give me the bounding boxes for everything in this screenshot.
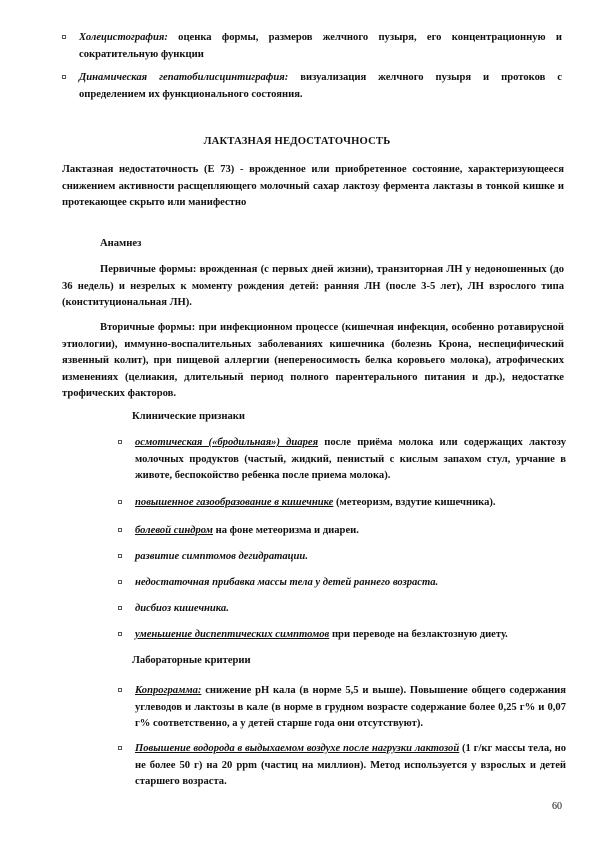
item-emphasis: дисбиоз кишечника. — [135, 603, 229, 614]
bullet-icon — [118, 746, 122, 750]
item-text: на фоне метеоризма и диареи. — [215, 525, 359, 536]
page-number: 60 — [552, 801, 562, 812]
primary-forms-paragraph: Первичные формы: врожденная (с первых дней жизни), транзиторная ЛН у недоношенных (до 36 недель) и незрелых к моменту рождения детей: ранняя ЛН (после 3-5 лет), ЛН взрослого типа (конституциональная ЛН). — [62, 264, 564, 308]
bullet-icon — [118, 440, 122, 444]
bullet-icon — [62, 75, 66, 79]
item-emphasis: Повышение водорода в выдыхаемом воздухе после нагрузки лактозой — [135, 743, 460, 754]
item-text: визуализация желчного пузыря и протоков с определением их функционального состояния. — [79, 72, 562, 100]
item-emphasis: повышенное газообразование в кишечнике — [135, 497, 334, 508]
item-text: после приёма молока или содержащих лактозу молочных продуктов (частый, жидкий, пенистый с кислым запахом стул, урчание в животе, беспокойство ребенка после приема молока). — [135, 437, 566, 481]
item-text: при переводе на безлактозную диету. — [331, 629, 508, 640]
item-text: (метеоризм, вздутие кишечника). — [336, 497, 496, 508]
item-text: снижение рН кала (в норме 5,5 и выше). Повышение общего содержания углеводов и лактозы в кале (в норме в грудном возрасте содержание более 0,25 г% и 0,07 г% соответственно, а у детей старше года они отсутствуют). — [135, 685, 566, 729]
bullet-icon — [118, 500, 122, 504]
item-emphasis: болевой синдром — [135, 525, 213, 536]
item-text: (1 г/кг массы тела, но не более 50 г) на 20 ppm (частиц на миллион). Метод используется у взрослых и детей старшего возраста. — [135, 743, 566, 787]
bullet-icon — [62, 35, 66, 39]
item-emphasis: Холецистография: — [79, 32, 168, 43]
secondary-forms-paragraph: Вторичные формы: при инфекционном процессе (кишечная инфекция, особенно ротавирусной этиологии), иммунно-воспалительных заболеваниях кишечника (болезнь Крона, неспецифический язвенный колит), при пищевой аллергии (непереносимость белка коровьего молока), атрофических изменениях (целиакия, длительный период полного парентерального питания и др.), недостатке трофических факторов. — [62, 322, 564, 399]
item-emphasis: недостаточная прибавка массы тела у детей раннего возраста. — [135, 577, 439, 588]
item-emphasis: Динамическая гепатобилисцинтиграфия: — [79, 72, 289, 83]
item-emphasis: осмотическая («бродильная») диарея — [135, 437, 319, 448]
bullet-icon — [118, 580, 122, 584]
anamnesis-heading: Анамнез — [100, 238, 142, 249]
item-emphasis: развитие симптомов дегидратации. — [135, 551, 308, 562]
clinical-heading: Клинические признаки — [132, 411, 245, 422]
section-title: ЛАКТАЗНАЯ НЕДОСТАТОЧНОСТЬ — [203, 136, 391, 147]
intro-paragraph: Лактазная недостаточность (Е 73) - врожденное или приобретенное состояние, характеризующееся снижением активности расщепляющего молочный сахар лактозу фермента лактазы в тонкой кишке и протекающее скрыто или манифестно — [62, 164, 564, 208]
bullet-icon — [118, 688, 122, 692]
bullet-icon — [118, 632, 122, 636]
item-emphasis: уменьшение диспептических симптомов — [135, 629, 330, 640]
bullet-icon — [118, 528, 122, 532]
bullet-icon — [118, 606, 122, 610]
bullet-icon — [118, 554, 122, 558]
lab-heading: Лабораторные критерии — [132, 655, 251, 666]
item-text: оценка формы, размеров желчного пузыря, его концентрационную и сократительную функции — [79, 32, 562, 60]
item-emphasis: Копрограмма: — [135, 685, 202, 696]
